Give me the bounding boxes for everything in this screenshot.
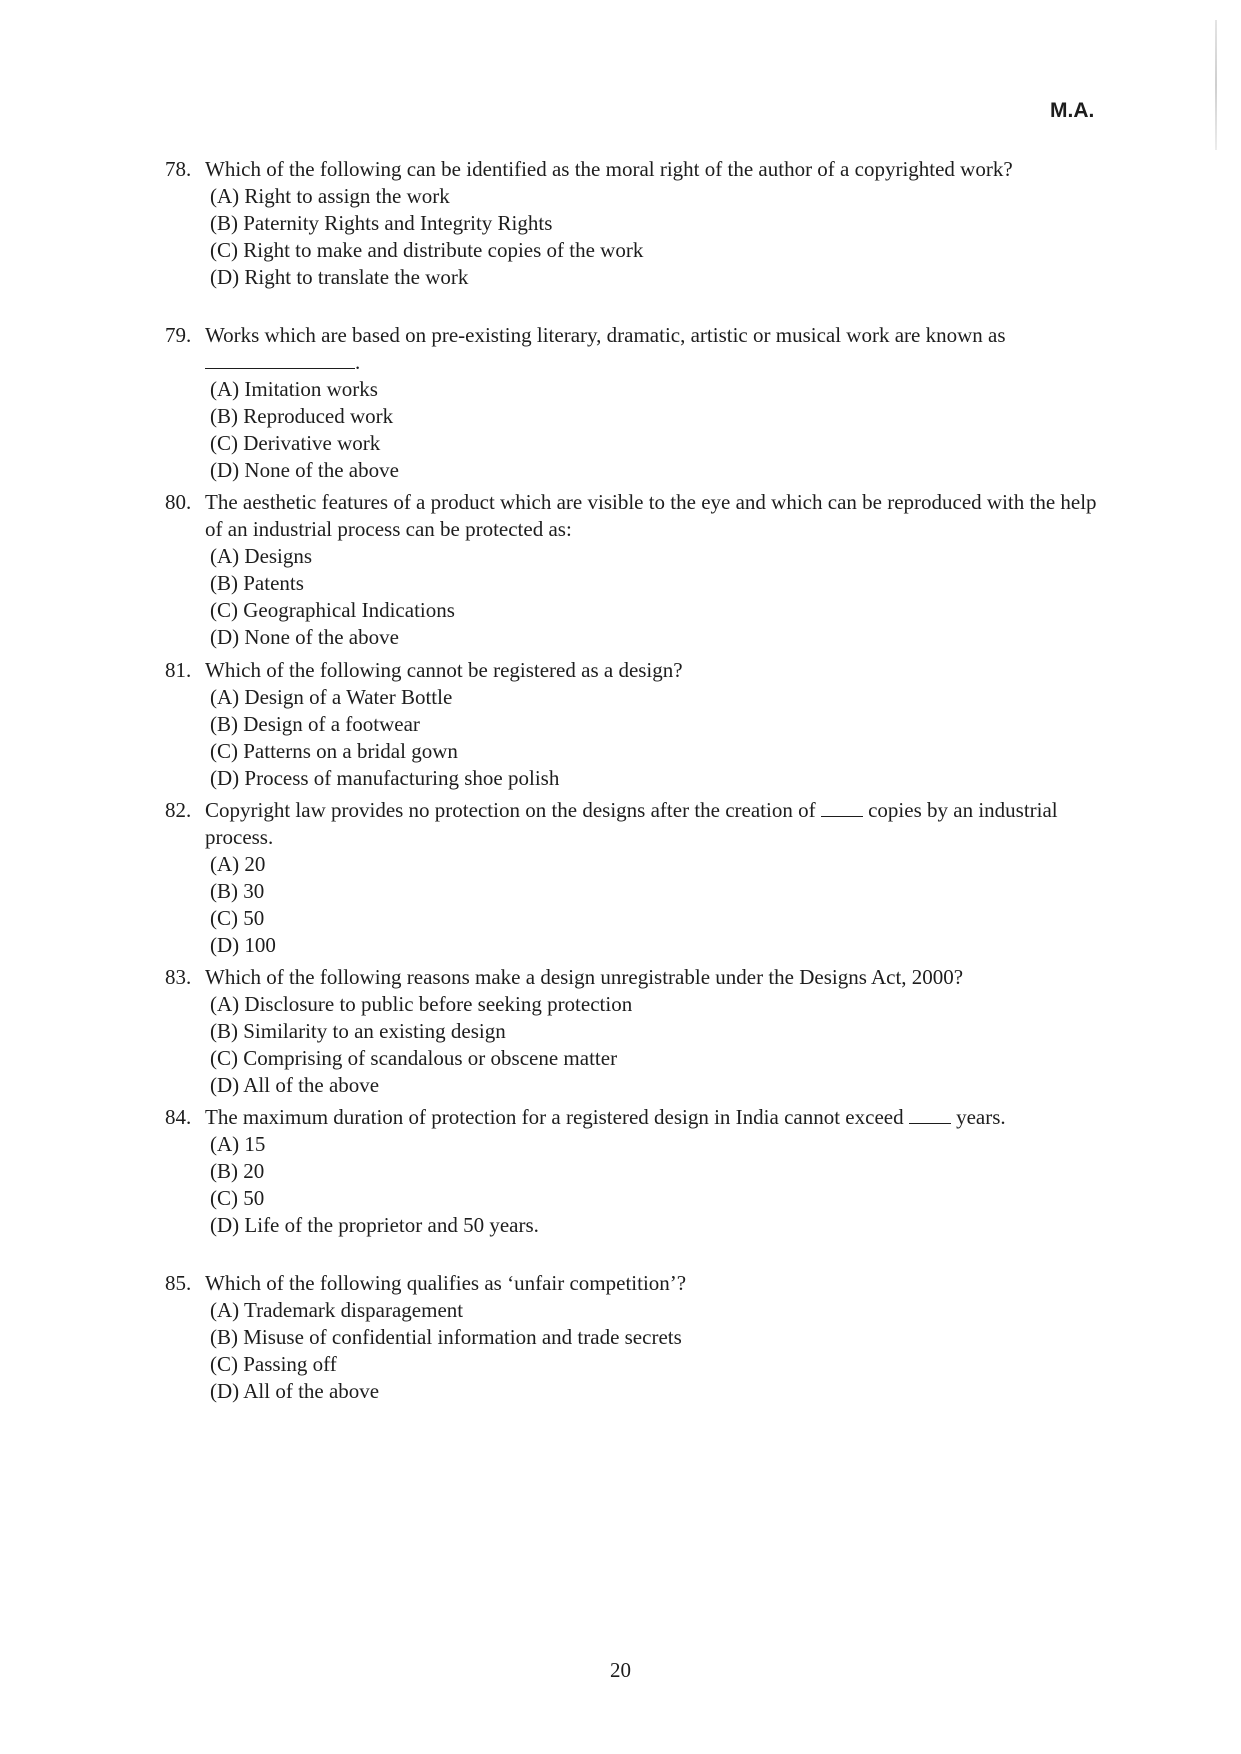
question-text: Which of the following cannot be registered as a design? [205,658,683,682]
question-80 [165,489,1110,651]
question-text: The aesthetic features of a product which are visible to the eye and which can be reproduced with the help of an industrial process can be protected as: [205,490,1097,541]
option-a: (A) Trademark disparagement [210,1298,464,1322]
question-85 [165,1270,1110,1405]
question-text-before-blank: The maximum duration of protection for a registered design in India cannot exceed [205,1105,904,1129]
question-number: 84. [165,1105,192,1129]
option-a: (A) Design of a Water Bottle [210,685,453,709]
answer-blank [909,1105,951,1124]
option-c: (C) 50 [210,906,265,930]
question-number: 85. [165,1271,192,1295]
option-d: (D) Right to translate the work [210,265,469,289]
question-text-before-blank: Works which are based on pre-existing literary, dramatic, artistic or musical work are known as [205,323,1006,347]
option-a: (A) Designs [210,544,313,568]
option-c: (C) 50 [210,1186,265,1210]
question-number: 80. [165,490,192,514]
question-text: Which of the following qualifies as ‘unfair competition’? [205,1271,687,1295]
question-number: 79. [165,323,192,347]
question-text: Which of the following can be identified as the moral right of the author of a copyrighted work? [205,157,1013,181]
option-a: (A) Disclosure to public before seeking protection [210,992,633,1016]
option-c: (C) Passing off [210,1352,337,1376]
option-b: (B) Design of a footwear [210,712,420,736]
question-81 [165,657,1110,792]
option-d: (D) None of the above [210,625,399,649]
option-list [210,851,1110,959]
question-83 [165,964,1110,1099]
question-number: 81. [165,658,192,682]
question-text-after-blank: years. [956,1105,1006,1129]
question-text [205,322,1110,376]
page-number: 20 [610,1658,631,1682]
question-text [205,1104,1110,1131]
scan-edge-line [1215,20,1217,150]
question-text-after-blank: . [355,350,361,374]
option-b: (B) Similarity to an existing design [210,1019,506,1043]
option-c: (C) Comprising of scandalous or obscene matter [210,1046,618,1070]
option-a: (A) Imitation works [210,377,378,401]
option-c: (C) Right to make and distribute copies of the work [210,238,644,262]
option-b: (B) Patents [210,571,304,595]
option-d: (D) Life of the proprietor and 50 years. [210,1213,539,1237]
option-d: (D) 100 [210,933,276,957]
option-a: (A) Right to assign the work [210,184,450,208]
option-c: (C) Geographical Indications [210,598,455,622]
option-list [210,684,1110,792]
option-d: (D) All of the above [210,1073,380,1097]
option-d: (D) All of the above [210,1379,380,1403]
option-c: (C) Derivative work [210,431,381,455]
question-number: 83. [165,965,192,989]
option-b: (B) Paternity Rights and Integrity Rights [210,211,553,235]
option-a: (A) 20 [210,852,266,876]
option-b: (B) Reproduced work [210,404,394,428]
question-number: 78. [165,157,192,181]
question-number: 82. [165,798,192,822]
answer-blank [821,798,863,817]
option-list [210,183,1110,291]
header-tag: M.A. [1050,99,1095,122]
question-79 [165,322,1110,484]
question-84 [165,1104,1110,1239]
option-c: (C) Patterns on a bridal gown [210,739,458,763]
question-text-before-blank: Copyright law provides no protection on the designs after the creation of [205,798,816,822]
option-b: (B) 20 [210,1159,265,1183]
option-list [210,1131,1110,1239]
option-d: (D) Process of manufacturing shoe polish [210,766,560,790]
option-list [210,991,1110,1099]
question-text-after-blank: copies by an industrial process. [205,798,1058,849]
option-b: (B) Misuse of confidential information and trade secrets [210,1325,682,1349]
option-list [210,376,1110,484]
option-a: (A) 15 [210,1132,266,1156]
answer-blank [205,350,355,369]
question-text: Which of the following reasons make a design unregistrable under the Designs Act, 2000? [205,965,964,989]
option-list [210,543,1110,651]
question-82 [165,797,1110,959]
question-78 [165,156,1110,291]
option-b: (B) 30 [210,879,265,903]
option-list [210,1297,1110,1405]
question-text [205,797,1110,851]
option-d: (D) None of the above [210,458,399,482]
